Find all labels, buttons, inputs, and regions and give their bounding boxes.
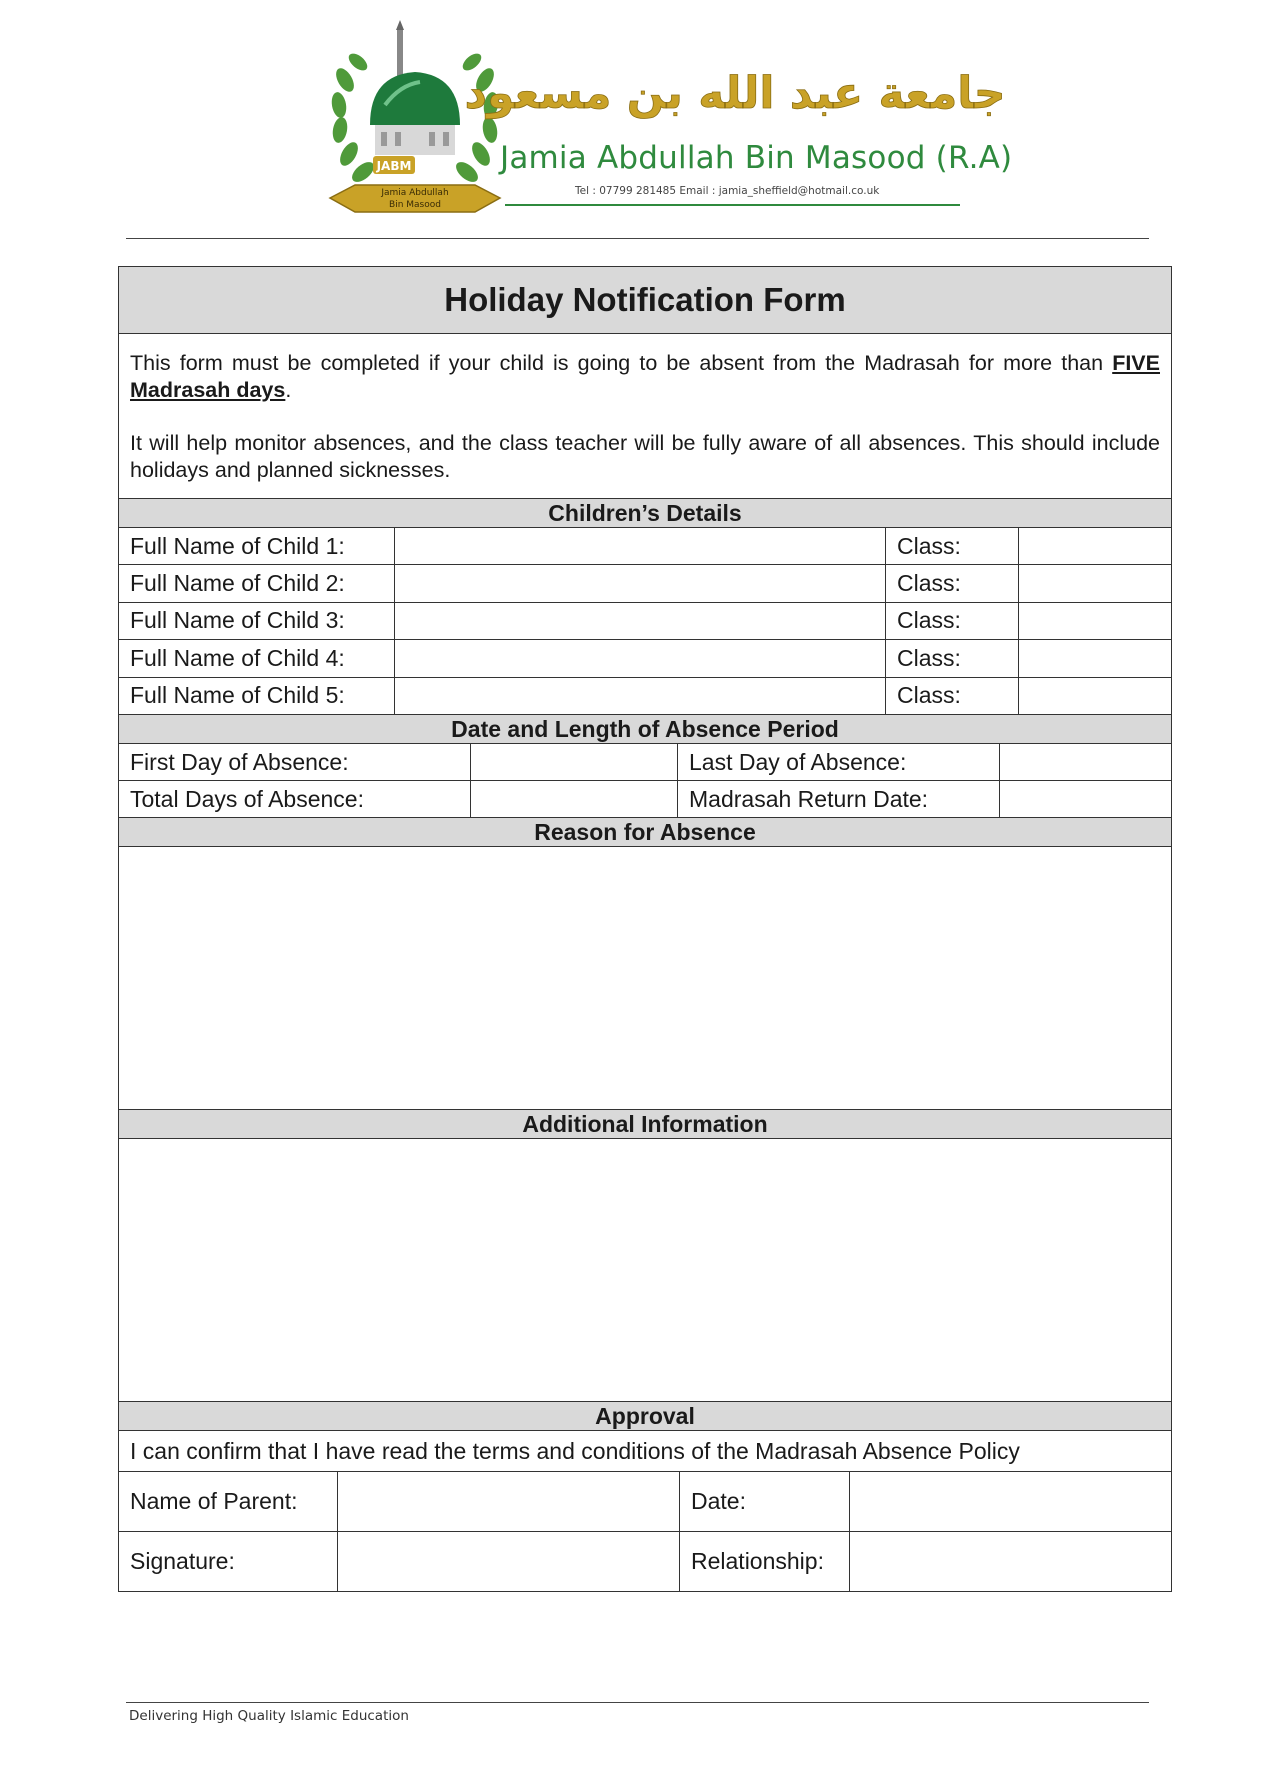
header-divider	[126, 238, 1149, 239]
intro-p1-emphasis: FIVE Madrasah days	[130, 351, 1160, 402]
child-1-name-label: Full Name of Child 1:	[119, 528, 395, 564]
absence-row-1	[119, 744, 1171, 781]
child-1-class-field[interactable]	[1019, 528, 1171, 564]
child-row-2	[119, 565, 1171, 603]
child-3-class-label: Class:	[886, 603, 1019, 640]
child-5-name-label: Full Name of Child 5:	[119, 678, 395, 715]
total-days-label: Total Days of Absence:	[119, 781, 471, 817]
signature-field[interactable]	[338, 1532, 680, 1591]
intro-paragraph-1	[130, 350, 1160, 404]
form-title: Holiday Notification Form	[119, 267, 1171, 334]
header-green-rule	[505, 204, 960, 206]
intro-paragraph-2: It will help monitor absences, and the class teacher will be fully aware of all absences. This should include holidays and planned sicknesses.	[130, 431, 1160, 482]
signature-label: Signature:	[119, 1532, 338, 1591]
approval-row-1	[119, 1472, 1171, 1532]
child-5-name-field[interactable]	[395, 678, 886, 715]
child-row-3	[119, 603, 1171, 641]
approval-confirm-text: I can confirm that I have read the terms and conditions of the Madrasah Absence Policy	[119, 1431, 1171, 1472]
mosque-emblem-logo	[325, 20, 505, 230]
approval-date-field[interactable]	[850, 1472, 1171, 1531]
child-row-1	[119, 528, 1171, 565]
approval-row-2	[119, 1532, 1171, 1591]
child-3-class-field[interactable]	[1019, 603, 1171, 640]
additional-info-heading: Additional Information	[119, 1110, 1171, 1139]
letterhead	[0, 0, 1276, 240]
child-4-name-field[interactable]	[395, 640, 886, 677]
relationship-label: Relationship:	[680, 1532, 850, 1591]
additional-info-field[interactable]	[119, 1139, 1171, 1402]
child-3-name-label: Full Name of Child 3:	[119, 603, 395, 640]
organisation-contact: Tel : 07799 281485 Email : jamia_sheffield@hotmail.co.uk	[575, 185, 880, 197]
arabic-name-text: جامعة عبد الله بن مسعود	[464, 68, 1006, 119]
children-details-heading: Children’s Details	[119, 499, 1171, 528]
last-day-label: Last Day of Absence:	[678, 744, 1000, 780]
child-2-class-field[interactable]	[1019, 565, 1171, 602]
intro-p1-text: This form must be completed if your child is going to be absent from the Madrasah for more than	[130, 351, 1113, 375]
organisation-name: Jamia Abdullah Bin Masood (R.A)	[500, 140, 1013, 176]
logo-ribbon-line2: Bin Masood	[389, 200, 441, 210]
approval-heading: Approval	[119, 1402, 1171, 1431]
child-row-5	[119, 678, 1171, 716]
logo-badge-text: JABM	[376, 159, 412, 173]
child-5-class-field[interactable]	[1019, 678, 1171, 715]
first-day-field[interactable]	[471, 744, 678, 780]
reason-heading: Reason for Absence	[119, 818, 1171, 847]
return-date-label: Madrasah Return Date:	[678, 781, 1000, 817]
arabic-calligraphy	[464, 40, 1006, 140]
parent-name-label: Name of Parent:	[119, 1472, 338, 1531]
footer-divider	[126, 1702, 1149, 1703]
child-5-class-label: Class:	[886, 678, 1019, 715]
relationship-field[interactable]	[850, 1532, 1171, 1591]
intro-p1-end: .	[285, 378, 292, 402]
child-4-class-field[interactable]	[1019, 640, 1171, 677]
child-2-class-label: Class:	[886, 565, 1019, 602]
child-row-4	[119, 640, 1171, 678]
form-intro	[119, 334, 1171, 499]
reason-field[interactable]	[119, 847, 1171, 1110]
absence-period-heading: Date and Length of Absence Period	[119, 715, 1171, 744]
child-3-name-field[interactable]	[395, 603, 886, 640]
child-2-name-label: Full Name of Child 2:	[119, 565, 395, 602]
child-2-name-field[interactable]	[395, 565, 886, 602]
child-4-name-label: Full Name of Child 4:	[119, 640, 395, 677]
logo-ribbon-line1: Jamia Abdullah	[381, 188, 449, 198]
parent-name-field[interactable]	[338, 1472, 680, 1531]
child-1-class-label: Class:	[886, 528, 1019, 564]
absence-row-2	[119, 781, 1171, 818]
first-day-label: First Day of Absence:	[119, 744, 471, 780]
footer-tagline: Delivering High Quality Islamic Education	[129, 1708, 409, 1724]
total-days-field[interactable]	[471, 781, 678, 817]
approval-date-label: Date:	[680, 1472, 850, 1531]
child-1-name-field[interactable]	[395, 528, 886, 564]
holiday-notification-form	[118, 266, 1172, 1592]
child-4-class-label: Class:	[886, 640, 1019, 677]
return-date-field[interactable]	[1000, 781, 1171, 817]
last-day-field[interactable]	[1000, 744, 1171, 780]
